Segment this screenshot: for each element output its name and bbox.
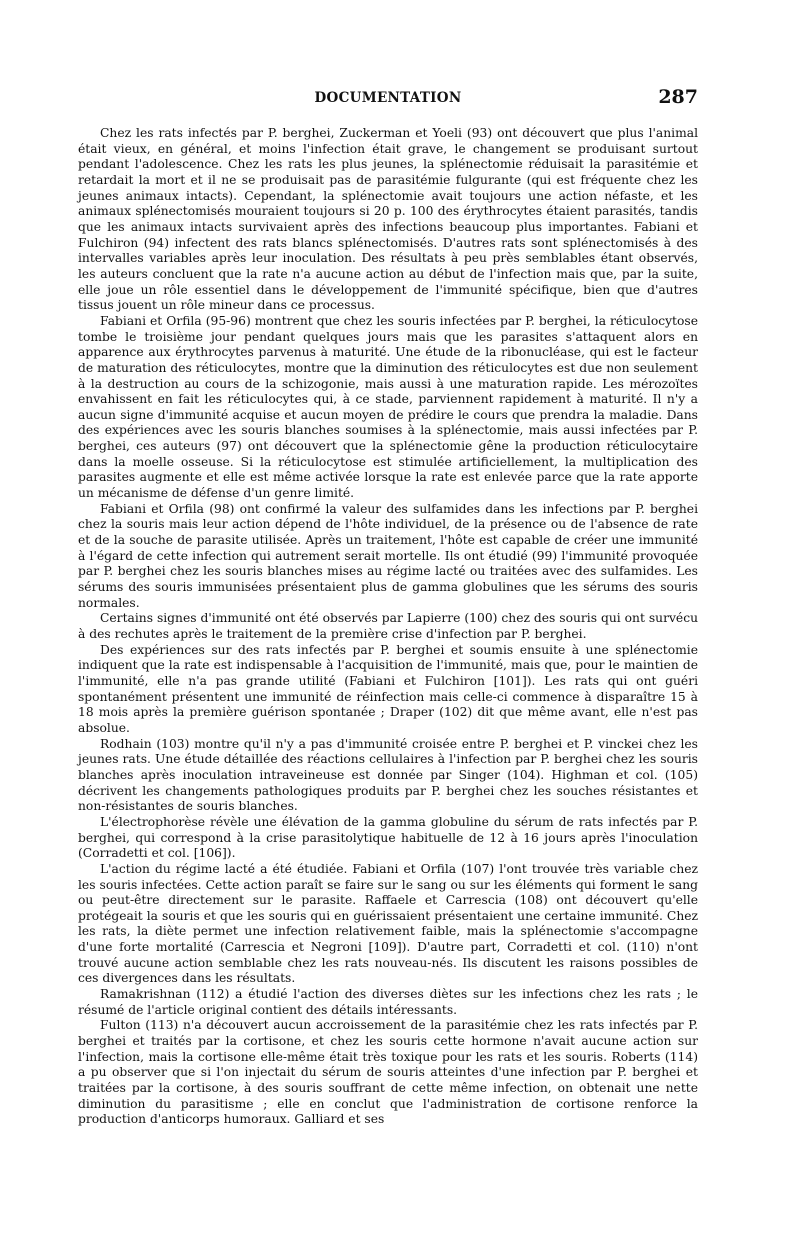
page-number: 287 — [658, 86, 698, 108]
page — [78, 86, 698, 1128]
paragraph: Fulton (113) n'a découvert aucun accroissement de la parasitémie chez les rats infectés par P. berghei et traités par la cortisone, et chez les souris cette hormone n'avait aucune action sur l'infection, mais la cortisone elle-même était très toxique pour les rats et les souris. Roberts (114) a pu observer que si l'on injectait du sérum de souris atteintes d'une infection par P. berghei et traitées par la cortisone, à des souris souffrant de cette même infection, on obtenait une nette diminution du parasitisme ; elle en conclut que l'administration de cortisone renforce la production d'anticorps humoraux. Galliard et ses — [78, 1018, 698, 1127]
paragraph: L'action du régime lacté a été étudiée. Fabiani et Orfila (107) l'ont trouvée très variable chez les souris infectées. Cette action paraît se faire sur le sang ou sur les éléments qui forment le sang ou peut-être directement sur le parasite. Raffaele et Carrescia (108) ont découvert qu'elle protégeait la souris et que les souris qui en guérissaient présentaient une certaine immunité. Chez les rats, la diète permet une infection relativement faible, mais la splénectomie s'accompagne d'une forte mortalité (Carrescia et Negroni [109]). D'autre part, Corradetti et col. (110) n'ont trouvé aucune action semblable chez les rats nouveau-nés. Ils discutent les raisons possibles de ces divergences dans les résultats. — [78, 861, 698, 986]
page-header — [78, 86, 698, 110]
paragraph: Ramakrishnan (112) a étudié l'action des diverses diètes sur les infections chez les rats ; le résumé de l'article original contient des détails intéressants. — [78, 987, 698, 1017]
paragraph: Des expériences sur des rats infectés par P. berghei et soumis ensuite à une splénectomie indiquent que la rate est indispensable à l'acquisition de l'immunité, mais que, pour le maintien de l'immunité, elle n'a pas grande utilité (Fabiani et Fulchiron [101]). Les rats qui ont guéri spontanément présentent une immunité de réinfection mais celle-ci commence à disparaître 15 à 18 mois après la première guérison spontanée ; Draper (102) dit que même avant, elle n'est pas absolue. — [78, 642, 698, 735]
running-title: DOCUMENTATION — [314, 90, 462, 106]
paragraph: Chez les rats infectés par P. berghei, Zuckerman et Yoeli (93) ont découvert que plus l'animal était vieux, en général, et moins l'infection était grave, le changement se produisant surtout pendant l'adolescence. Chez les rats les plus jeunes, la splénectomie réduisait la parasitémie et retardait la mort et il ne se produisait pas de parasitémie fulgurante (qui est fréquente chez les jeunes animaux intacts). Cependant, la splénectomie avait toujours une action néfaste, et les animaux splénectomisés mouraient toujours si 20 p. 100 des érythrocytes étaient parasités, tandis que les animaux intacts survivaient après des infections beaucoup plus importantes. Fabiani et Fulchiron (94) infectent des rats blancs splénectomisés. D'autres rats sont splénectomisés à des intervalles variables après leur inoculation. Des résultats à peu près semblables étant observés, les auteurs concluent que la rate n'a aucune action au début de l'infection mais que, par la suite, elle joue un rôle essentiel dans le développement de l'immunité spécifique, bien que d'autres tissus jouent un rôle mineur dans ce processus. — [78, 126, 698, 313]
paragraph: Rodhain (103) montre qu'il n'y a pas d'immunité croisée entre P. berghei et P. vinckei chez les jeunes rats. Une étude détaillée des réactions cellulaires à l'infection par P. berghei chez les souris blanches après inoculation intraveineuse est donnée par Singer (104). Highman et col. (105) décrivent les changements pathologiques produits par P. berghei chez les souches résistantes et non-résistantes de souris blanches. — [78, 736, 698, 814]
paragraph: Fabiani et Orfila (98) ont confirmé la valeur des sulfamides dans les infections par P. berghei chez la souris mais leur action dépend de l'hôte individuel, de la présence ou de l'absence de rate et de la souche de parasite utilisée. Après un traitement, l'hôte est capable de créer une immunité à l'égard de cette infection qui autrement serait mortelle. Ils ont étudié (99) l'immunité provoquée par P. berghei chez les souris blanches mises au régime lacté ou traitées avec des sulfamides. Les sérums des souris immunisées présentaient plus de gamma globulines que les sérums des souris normales. — [78, 501, 698, 610]
paragraph: Certains signes d'immunité ont été observés par Lapierre (100) chez des souris qui ont survécu à des rechutes après le traitement de la première crise d'infection par P. berghei. — [78, 611, 698, 641]
paragraph: L'électrophorèse révèle une élévation de la gamma globuline du sérum de rats infectés par P. berghei, qui correspond à la crise parasitolytique habituelle de 12 à 16 jours après l'inoculation (Corradetti et col. [106]). — [78, 814, 698, 861]
body-text — [78, 126, 698, 1128]
paragraph: Fabiani et Orfila (95-96) montrent que chez les souris infectées par P. berghei, la réticulocytose tombe le troisième jour pendant quelques jours mais que les parasites s'attaquent alors en apparence aux érythrocytes parvenus à maturité. Une étude de la ribonucléase, qui est le facteur de maturation des réticulocytes, montre que la diminution des réticulocytes est due non seulement à la destruction au cours de la schizogonie, mais aussi à une maturation rapide. Les mérozoïtes envahissent en fait les réticulocytes qui, à ce stade, parviennent rapidement à maturité. Il n'y a aucun signe d'immunité acquise et aucun moyen de prédire le cours que prendra la maladie. Dans des expériences avec les souris blanches soumises à la splénectomie, mais aussi infectées par P. berghei, ces auteurs (97) ont découvert que la splénectomie gêne la production réticulocytaire dans la moelle osseuse. Si la réticulocytose est stimulée artificiellement, la multiplication des parasites augmente et elle est même activée lorsque la rate est enlevée parce que la rate apporte un mécanisme de défense d'un genre limité. — [78, 313, 698, 501]
